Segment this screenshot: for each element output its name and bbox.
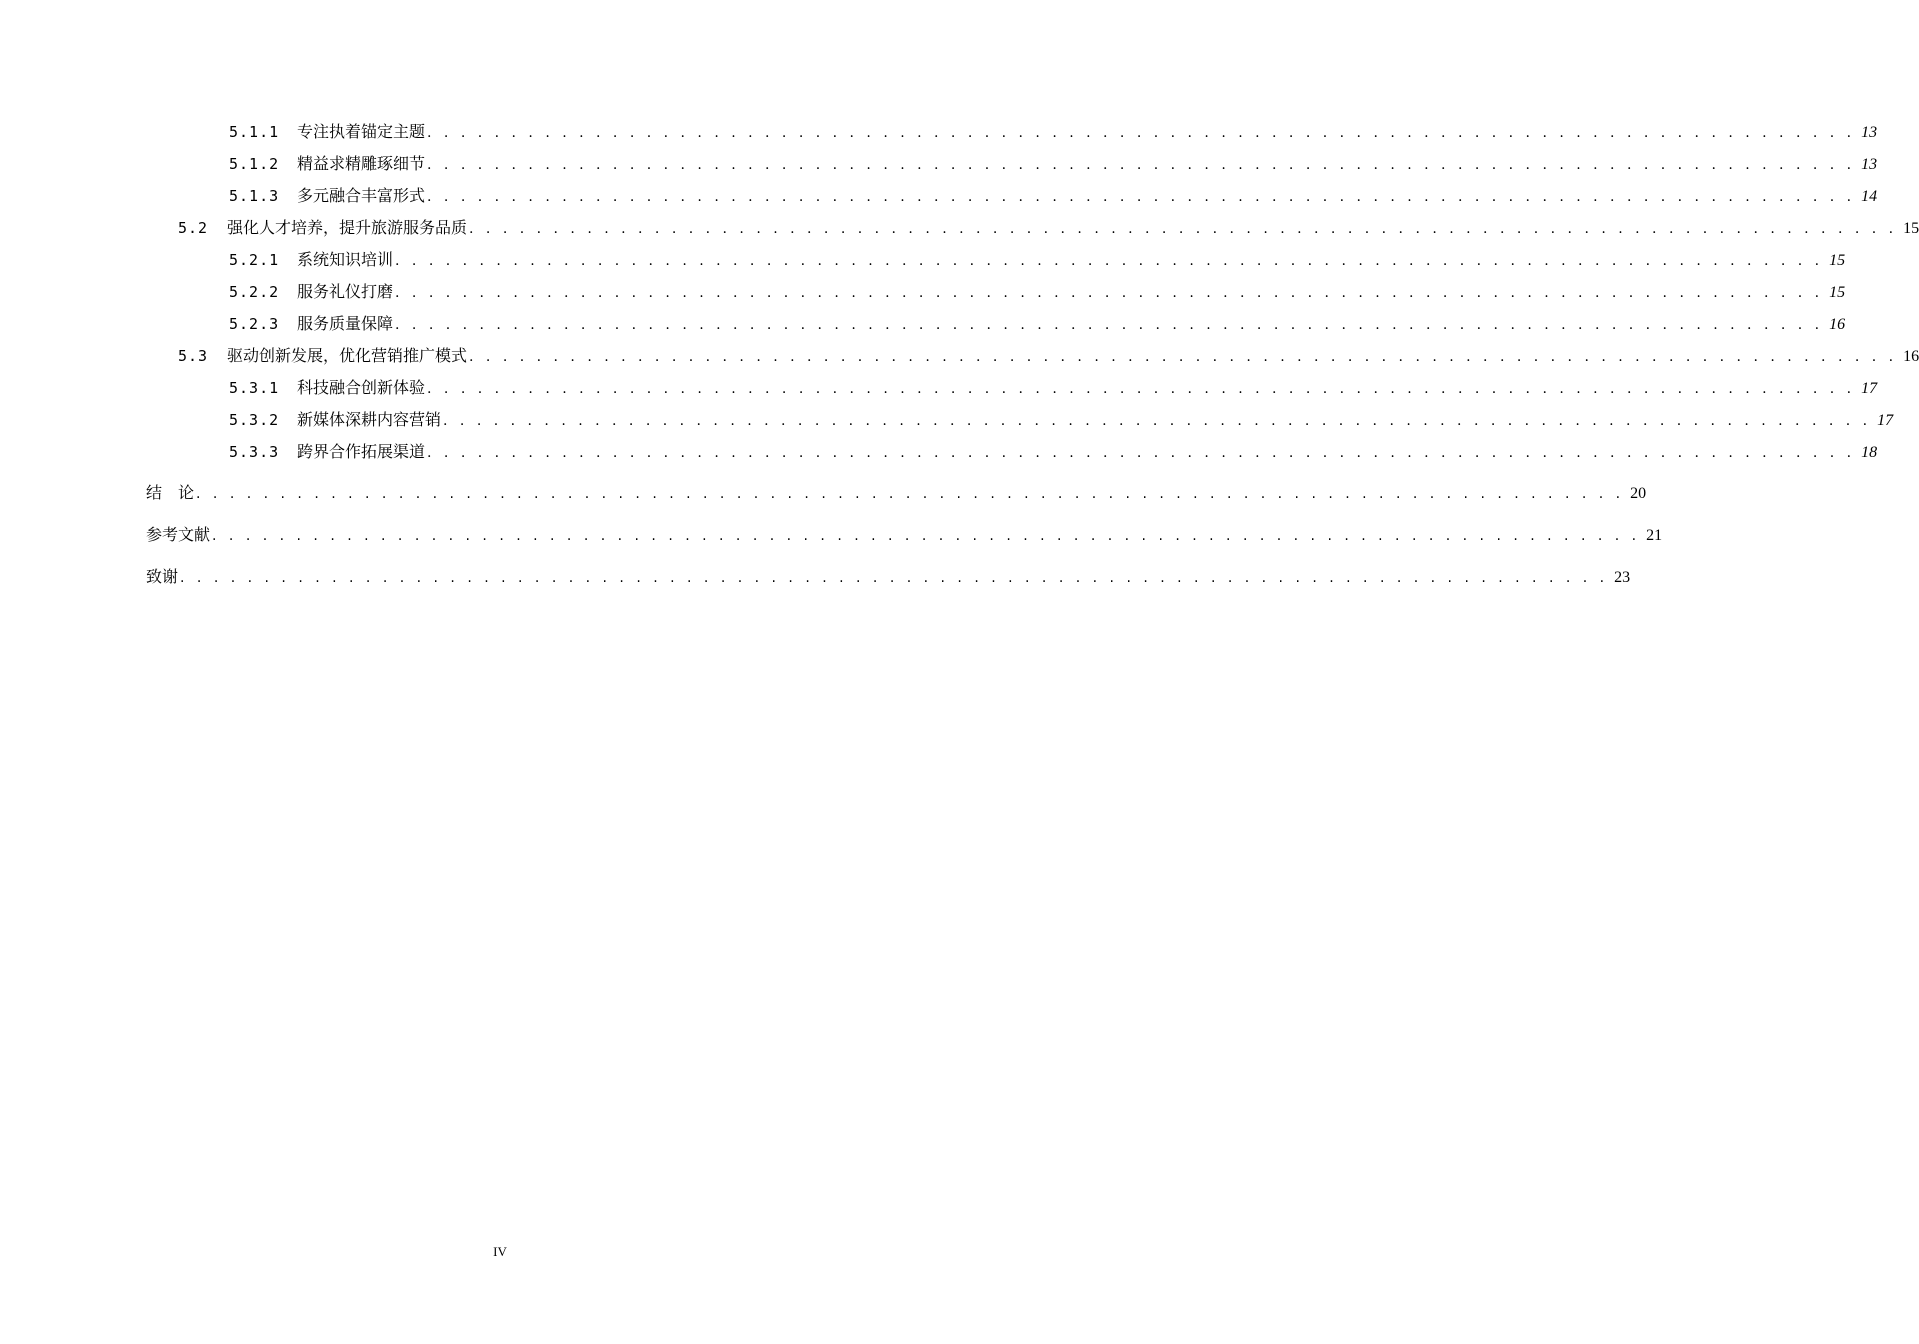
toc-entry-title: 新媒体深耕内容营销 bbox=[297, 410, 442, 429]
toc-dot-leader: . . . . . . . . . . . . . . . . . . . . . . . . . . . . . . . . . . . . . . . . . . . . . . . . . . . . . . . . . . . . . . . . . . . . . . . . . . . . . . . . . . . . . bbox=[395, 285, 1824, 301]
toc-dot-leader: . . . . . . . . . . . . . . . . . . . . . . . . . . . . . . . . . . . . . . . . . . . . . . . . . . . . . . . . . . . . . . . . . . . . . . . . . . . . . . . . . . . . . bbox=[180, 570, 1609, 586]
toc-entry-page-number: 14 bbox=[1861, 188, 1878, 205]
toc-entry-page-number: 13 bbox=[1861, 156, 1878, 173]
toc-entry-page-number: 17 bbox=[1877, 412, 1894, 429]
toc-entry-title: 精益求精雕琢细节 bbox=[297, 154, 426, 173]
toc-entry-title: 多元融合丰富形式 bbox=[297, 186, 426, 205]
toc-entry[interactable] bbox=[0, 404, 1894, 436]
toc-entry[interactable] bbox=[0, 116, 1878, 148]
toc-entry[interactable] bbox=[0, 180, 1878, 212]
toc-entry-number: 5.3.2 bbox=[229, 411, 280, 429]
toc-entry-title: 强化人才培养，提升旅游服务品质 bbox=[227, 218, 468, 237]
toc-entry-number: 5.3.3 bbox=[229, 443, 280, 461]
toc-dot-leader: . . . . . . . . . . . . . . . . . . . . . . . . . . . . . . . . . . . . . . . . . . . . . . . . . . . . . . . . . . . . . . . . . . . . . . . . . . . . . . . . . . . . . bbox=[427, 189, 1856, 205]
toc-dot-leader: . . . . . . . . . . . . . . . . . . . . . . . . . . . . . . . . . . . . . . . . . . . . . . . . . . . . . . . . . . . . . . . . . . . . . . . . . . . . . . . . . . . . . bbox=[427, 445, 1856, 461]
toc-entry-number: 5.1.2 bbox=[229, 155, 280, 173]
toc-entry-page-number: 21 bbox=[1646, 527, 1663, 544]
toc-entry-page-number: 20 bbox=[1630, 485, 1647, 502]
toc-entry-title: 专注执着锚定主题 bbox=[297, 122, 426, 141]
toc-entry-page-number: 17 bbox=[1861, 380, 1878, 397]
toc-dot-leader: . . . . . . . . . . . . . . . . . . . . . . . . . . . . . . . . . . . . . . . . . . . . . . . . . . . . . . . . . . . . . . . . . . . . . . . . . . . . . . . . . . . . . bbox=[427, 125, 1856, 141]
toc-entry-title: 参考文献 bbox=[146, 525, 211, 544]
toc-entry-title: 服务质量保障 bbox=[297, 314, 394, 333]
toc-entry[interactable] bbox=[0, 556, 1631, 598]
toc-dot-leader: . . . . . . . . . . . . . . . . . . . . . . . . . . . . . . . . . . . . . . . . . . . . . . . . . . . . . . . . . . . . . . . . . . . . . . . . . . . . . . . . . . . . . bbox=[212, 528, 1641, 544]
toc-entry-title: 系统知识培训 bbox=[297, 250, 394, 269]
toc-entry-number: 5.3 bbox=[178, 347, 209, 365]
page-footer-number: IV bbox=[493, 1244, 507, 1259]
toc-entry[interactable] bbox=[0, 244, 1846, 276]
toc-entry[interactable] bbox=[0, 212, 1919, 244]
toc-entry-title: 服务礼仪打磨 bbox=[297, 282, 394, 301]
toc-dot-leader: . . . . . . . . . . . . . . . . . . . . . . . . . . . . . . . . . . . . . . . . . . . . . . . . . . . . . . . . . . . . . . . . . . . . . . . . . . . . . . . . . . . . . bbox=[395, 317, 1824, 333]
toc-entry[interactable] bbox=[0, 472, 1647, 514]
toc-entry-title: 驱动创新发展，优化营销推广模式 bbox=[227, 346, 468, 365]
toc-entry[interactable] bbox=[0, 514, 1663, 556]
toc-entry-page-number: 16 bbox=[1903, 348, 1919, 365]
toc-entry-number: 5.3.1 bbox=[229, 379, 280, 397]
table-of-contents bbox=[0, 116, 1919, 598]
toc-entry-number: 5.1.3 bbox=[229, 187, 280, 205]
toc-entry[interactable] bbox=[0, 148, 1878, 180]
toc-dot-leader: . . . . . . . . . . . . . . . . . . . . . . . . . . . . . . . . . . . . . . . . . . . . . . . . . . . . . . . . . . . . . . . . . . . . . . . . . . . . . . . . . . . . . bbox=[443, 413, 1872, 429]
toc-entry-title: 科技融合创新体验 bbox=[297, 378, 426, 397]
toc-entry-page-number: 15 bbox=[1829, 252, 1846, 269]
toc-entry[interactable] bbox=[0, 308, 1846, 340]
toc-dot-leader: . . . . . . . . . . . . . . . . . . . . . . . . . . . . . . . . . . . . . . . . . . . . . . . . . . . . . . . . . . . . . . . . . . . . . . . . . . . . . . . . . . . . . bbox=[427, 381, 1856, 397]
toc-entry-number: 5.2.2 bbox=[229, 283, 280, 301]
toc-entry[interactable] bbox=[0, 436, 1878, 468]
toc-entry-page-number: 15 bbox=[1829, 284, 1846, 301]
toc-entry-number: 5.2 bbox=[178, 219, 209, 237]
toc-dot-leader: . . . . . . . . . . . . . . . . . . . . . . . . . . . . . . . . . . . . . . . . . . . . . . . . . . . . . . . . . . . . . . . . . . . . . . . . . . . . . . . . . . . . . bbox=[469, 349, 1898, 365]
toc-entry-page-number: 16 bbox=[1829, 316, 1846, 333]
toc-entry-page-number: 13 bbox=[1861, 124, 1878, 141]
toc-entry-title: 致谢 bbox=[146, 567, 179, 586]
toc-entry[interactable] bbox=[0, 372, 1878, 404]
toc-entry-number: 5.1.1 bbox=[229, 123, 280, 141]
toc-entry[interactable] bbox=[0, 340, 1919, 372]
toc-entry-title: 结 论 bbox=[146, 483, 195, 502]
toc-entry-page-number: 18 bbox=[1861, 444, 1878, 461]
toc-entry-page-number: 15 bbox=[1903, 220, 1919, 237]
toc-entry-number: 5.2.1 bbox=[229, 251, 280, 269]
toc-dot-leader: . . . . . . . . . . . . . . . . . . . . . . . . . . . . . . . . . . . . . . . . . . . . . . . . . . . . . . . . . . . . . . . . . . . . . . . . . . . . . . . . . . . . . bbox=[395, 253, 1824, 269]
toc-entry[interactable] bbox=[0, 276, 1846, 308]
toc-entry-title: 跨界合作拓展渠道 bbox=[297, 442, 426, 461]
toc-dot-leader: . . . . . . . . . . . . . . . . . . . . . . . . . . . . . . . . . . . . . . . . . . . . . . . . . . . . . . . . . . . . . . . . . . . . . . . . . . . . . . . . . . . . . bbox=[196, 486, 1625, 502]
toc-entry-page-number: 23 bbox=[1614, 569, 1631, 586]
toc-dot-leader: . . . . . . . . . . . . . . . . . . . . . . . . . . . . . . . . . . . . . . . . . . . . . . . . . . . . . . . . . . . . . . . . . . . . . . . . . . . . . . . . . . . . . bbox=[469, 221, 1898, 237]
toc-dot-leader: . . . . . . . . . . . . . . . . . . . . . . . . . . . . . . . . . . . . . . . . . . . . . . . . . . . . . . . . . . . . . . . . . . . . . . . . . . . . . . . . . . . . . bbox=[427, 157, 1856, 173]
toc-entry-number: 5.2.3 bbox=[229, 315, 280, 333]
